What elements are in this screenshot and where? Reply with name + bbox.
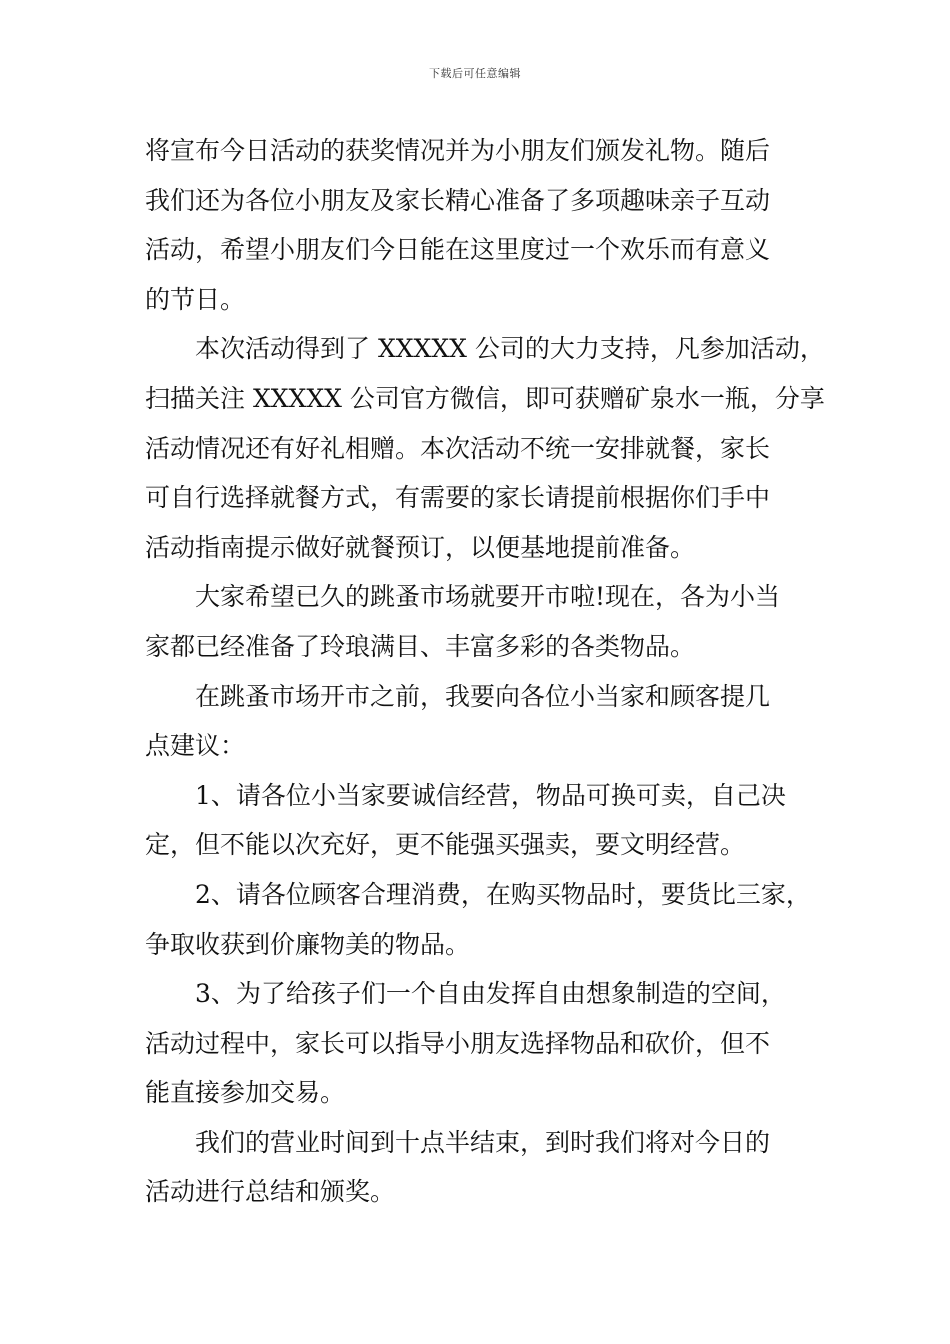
text-line: 本次活动得到了 XXXXX 公司的大力支持，凡参加活动， xyxy=(195,334,825,364)
text-line: 3、为了给孩子们一个自由发挥自由想象制造的空间， xyxy=(195,979,786,1009)
text-line: 活动指南提示做好就餐预订，以便基地提前准备。 xyxy=(145,532,696,562)
text-line: 2、请各位顾客合理消费，在购买物品时，要货比三家， xyxy=(195,879,811,909)
document-body xyxy=(145,126,825,1217)
text-line: 活动过程中，家长可以指导小朋友选择物品和砍价，但不 xyxy=(145,1028,771,1058)
text-line: 的节日。 xyxy=(145,284,246,314)
text-line: 大家希望已久的跳蚤市场就要开市啦!现在，各为小当 xyxy=(195,582,781,612)
text-line: 活动情况还有好礼相赠。本次活动不统一安排就餐，家长 xyxy=(145,433,771,463)
text-line: 将宣布今日活动的获奖情况并为小朋友们颁发礼物。随后 xyxy=(145,136,771,165)
text-line: 在跳蚤市场开市之前，我要向各位小当家和顾客提几 xyxy=(195,681,771,711)
text-line: 我们还为各位小朋友及家长精心准备了多项趣味亲子互动 xyxy=(145,185,771,215)
text-line: 扫描关注 XXXXX 公司官方微信，即可获赠矿泉水一瓶，分享 xyxy=(145,383,825,413)
text-line: 1、请各位小当家要诚信经营，物品可换可卖，自己决 xyxy=(195,780,786,810)
text-line: 活动进行总结和颁奖。 xyxy=(145,1177,396,1207)
text-line: 我们的营业时间到十点半结束，到时我们将对今日的 xyxy=(195,1127,771,1157)
text-line: 争取收获到价廉物美的物品。 xyxy=(145,929,471,959)
text-line: 可自行选择就餐方式，有需要的家长请提前根据你们手中 xyxy=(145,483,771,513)
text-line: 定，但不能以次充好，更不能强买强卖，要文明经营。 xyxy=(145,830,746,860)
text-line: 家都已经准备了玲琅满目、丰富多彩的各类物品。 xyxy=(145,631,696,661)
text-line: 活动，希望小朋友们今日能在这里度过一个欢乐而有意义 xyxy=(145,235,771,265)
text-line: 能直接参加交易。 xyxy=(145,1078,346,1108)
text-line: 点建议： xyxy=(145,731,246,761)
page-header-note: 下载后可任意编辑 xyxy=(429,67,521,80)
